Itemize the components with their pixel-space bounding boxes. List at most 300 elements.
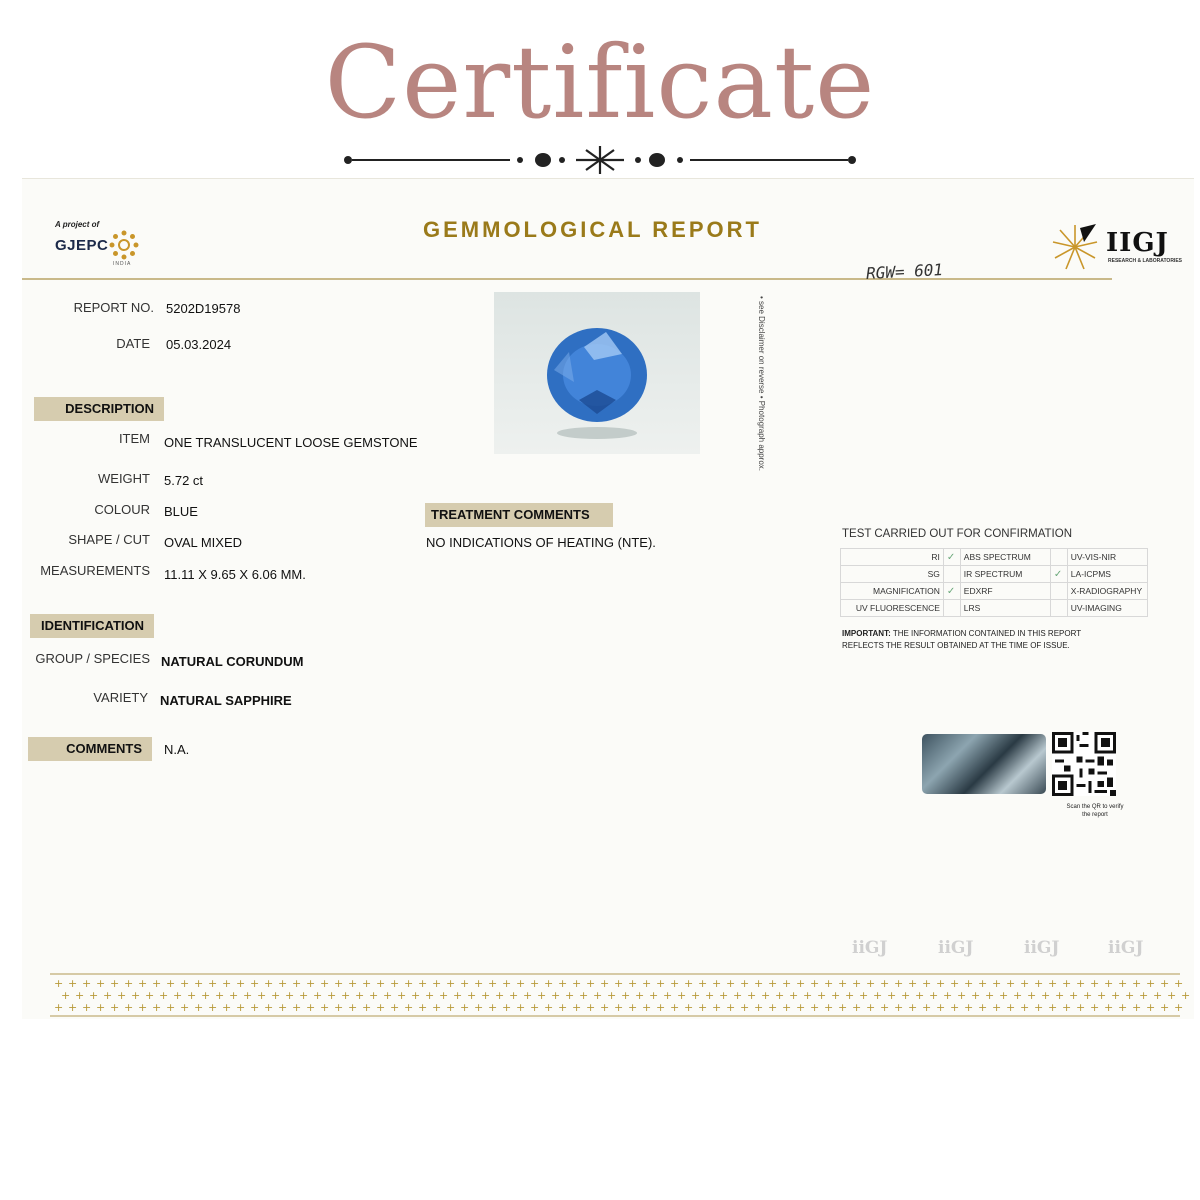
svg-text:+: + — [761, 989, 771, 1002]
svg-text:+: + — [558, 977, 568, 990]
svg-text:+: + — [516, 977, 526, 990]
svg-text:+: + — [96, 1001, 106, 1014]
svg-text:+: + — [908, 1001, 918, 1014]
svg-text:+: + — [264, 1001, 274, 1014]
svg-text:+: + — [523, 989, 533, 1002]
svg-text:+: + — [1076, 1001, 1086, 1014]
test-name: EDXRF — [960, 583, 1050, 600]
svg-text:+: + — [810, 977, 820, 990]
svg-text:+: + — [992, 977, 1002, 990]
svg-text:+: + — [1034, 1001, 1044, 1014]
svg-text:+: + — [1139, 989, 1149, 1002]
svg-text:+: + — [950, 977, 960, 990]
svg-text:+: + — [516, 1001, 526, 1014]
svg-text:+: + — [642, 977, 652, 990]
gemstone-photo — [494, 292, 700, 454]
svg-text:+: + — [89, 989, 99, 1002]
svg-text:+: + — [579, 989, 589, 1002]
svg-text:+: + — [1048, 977, 1058, 990]
svg-text:+: + — [348, 1001, 358, 1014]
svg-text:+: + — [502, 1001, 512, 1014]
svg-text:+: + — [866, 977, 876, 990]
svg-text:+: + — [845, 989, 855, 1002]
svg-text:+: + — [467, 989, 477, 1002]
svg-text:+: + — [243, 989, 253, 1002]
report-heading: GEMMOLOGICAL REPORT — [423, 217, 762, 242]
svg-text:+: + — [873, 989, 883, 1002]
watermark-logo: iiGJ — [852, 938, 888, 958]
svg-text:+: + — [229, 989, 239, 1002]
group-value: NATURAL CORUNDUM — [161, 654, 304, 669]
check-icon — [943, 600, 960, 617]
svg-text:+: + — [131, 989, 141, 1002]
svg-text:+: + — [824, 1001, 834, 1014]
svg-text:+: + — [1055, 989, 1065, 1002]
svg-text:+: + — [1034, 977, 1044, 990]
svg-text:+: + — [460, 1001, 470, 1014]
svg-text:+: + — [257, 989, 267, 1002]
test-name: UV-VIS-NIR — [1067, 549, 1147, 566]
svg-text:+: + — [236, 1001, 246, 1014]
svg-text:+: + — [950, 1001, 960, 1014]
svg-text:+: + — [124, 1001, 134, 1014]
shape-value: OVAL MIXED — [164, 535, 243, 550]
item-value: ONE TRANSLUCENT LOOSE GEMSTONE — [164, 435, 418, 450]
identification-heading: IDENTIFICATION — [30, 614, 154, 638]
svg-text:+: + — [880, 1001, 890, 1014]
treatment-value: NO INDICATIONS OF HEATING (NTE). — [426, 535, 656, 550]
svg-text:+: + — [621, 989, 631, 1002]
svg-text:+: + — [145, 989, 155, 1002]
svg-text:+: + — [376, 977, 386, 990]
svg-text:+: + — [1125, 989, 1135, 1002]
svg-text:+: + — [887, 989, 897, 1002]
svg-text:+: + — [663, 989, 673, 1002]
check-icon: ✓ — [943, 549, 960, 566]
svg-text:+: + — [411, 989, 421, 1002]
svg-text:+: + — [194, 1001, 204, 1014]
svg-text:+: + — [61, 989, 71, 1002]
svg-text:+: + — [544, 977, 554, 990]
svg-text:+: + — [488, 977, 498, 990]
svg-text:+: + — [75, 989, 85, 1002]
gjepc-logo — [55, 220, 140, 267]
svg-text:+: + — [614, 1001, 624, 1014]
svg-text:+: + — [586, 1001, 596, 1014]
gjepc-subtitle: INDIA — [113, 261, 132, 267]
svg-text:+: + — [1104, 1001, 1114, 1014]
svg-text:+: + — [306, 977, 316, 990]
header-rule — [22, 278, 1112, 280]
svg-text:+: + — [82, 1001, 92, 1014]
svg-text:+: + — [999, 989, 1009, 1002]
watermark-logo: iiGJ — [1024, 938, 1060, 958]
important-note — [842, 628, 1122, 652]
comments-value: N.A. — [164, 742, 190, 757]
report-no-value: 5202D19578 — [166, 301, 241, 316]
svg-text:+: + — [432, 977, 442, 990]
svg-text:+: + — [1146, 977, 1156, 990]
svg-text:+: + — [866, 1001, 876, 1014]
tests-row — [841, 566, 1148, 583]
svg-text:+: + — [180, 1001, 190, 1014]
svg-text:+: + — [831, 989, 841, 1002]
security-hologram — [922, 734, 1046, 794]
svg-text:+: + — [943, 989, 953, 1002]
svg-text:+: + — [271, 989, 281, 1002]
svg-text:+: + — [698, 1001, 708, 1014]
svg-text:+: + — [901, 989, 911, 1002]
svg-text:+: + — [628, 1001, 638, 1014]
svg-text:+: + — [474, 977, 484, 990]
svg-text:+: + — [327, 989, 337, 1002]
svg-text:+: + — [1083, 989, 1093, 1002]
svg-text:+: + — [376, 1001, 386, 1014]
svg-text:+: + — [635, 989, 645, 1002]
qr-caption: Scan the QR to verify the report — [1066, 804, 1124, 818]
svg-text:+: + — [320, 977, 330, 990]
svg-text:+: + — [670, 977, 680, 990]
important-text: THE INFORMATION CONTAINED IN THIS REPORT REFLECTS THE RESULT OBTAINED AT THE TIME OF ISSUE. — [842, 629, 1081, 650]
svg-text:+: + — [572, 977, 582, 990]
gjepc-emblem-icon — [108, 229, 140, 261]
svg-text:+: + — [726, 1001, 736, 1014]
svg-text:+: + — [656, 977, 666, 990]
svg-text:+: + — [1027, 989, 1037, 1002]
svg-text:+: + — [159, 989, 169, 1002]
svg-text:+: + — [768, 1001, 778, 1014]
test-name: RI — [841, 549, 944, 566]
photo-disclaimer — [756, 296, 768, 472]
svg-text:+: + — [1181, 989, 1191, 1002]
svg-text:+: + — [558, 1001, 568, 1014]
svg-text:+: + — [278, 977, 288, 990]
test-name: MAGNIFICATION — [841, 583, 944, 600]
svg-text:+: + — [1160, 977, 1170, 990]
svg-text:+: + — [404, 977, 414, 990]
svg-text:+: + — [320, 1001, 330, 1014]
svg-text:+: + — [215, 989, 225, 1002]
svg-text:+: + — [740, 977, 750, 990]
date-label: DATE — [116, 336, 150, 351]
svg-text:+: + — [796, 1001, 806, 1014]
svg-text:+: + — [1118, 977, 1128, 990]
svg-text:+: + — [978, 1001, 988, 1014]
svg-text:+: + — [733, 989, 743, 1002]
svg-text:+: + — [180, 977, 190, 990]
svg-text:+: + — [810, 1001, 820, 1014]
svg-text:+: + — [1104, 977, 1114, 990]
svg-text:+: + — [607, 989, 617, 1002]
svg-text:+: + — [852, 977, 862, 990]
svg-text:+: + — [390, 1001, 400, 1014]
svg-text:+: + — [719, 989, 729, 1002]
svg-text:+: + — [985, 989, 995, 1002]
svg-text:+: + — [593, 989, 603, 1002]
svg-text:+: + — [383, 989, 393, 1002]
svg-text:+: + — [586, 977, 596, 990]
svg-text:+: + — [852, 1001, 862, 1014]
svg-text:+: + — [859, 989, 869, 1002]
svg-text:+: + — [166, 1001, 176, 1014]
svg-text:+: + — [103, 989, 113, 1002]
test-name: ABS SPECTRUM — [960, 549, 1050, 566]
svg-text:+: + — [824, 977, 834, 990]
tests-row — [841, 549, 1148, 566]
svg-text:+: + — [964, 1001, 974, 1014]
svg-text:+: + — [740, 1001, 750, 1014]
svg-text:+: + — [362, 1001, 372, 1014]
svg-text:+: + — [894, 1001, 904, 1014]
svg-text:+: + — [649, 989, 659, 1002]
svg-text:+: + — [1048, 1001, 1058, 1014]
svg-text:+: + — [992, 1001, 1002, 1014]
check-icon: ✓ — [943, 583, 960, 600]
test-name: SG — [841, 566, 944, 583]
svg-text:+: + — [642, 1001, 652, 1014]
svg-text:+: + — [138, 1001, 148, 1014]
svg-text:+: + — [460, 977, 470, 990]
svg-text:+: + — [838, 1001, 848, 1014]
measurements-label: MEASUREMENTS — [40, 563, 150, 578]
svg-text:+: + — [1153, 989, 1163, 1002]
svg-text:+: + — [432, 1001, 442, 1014]
svg-text:+: + — [278, 1001, 288, 1014]
svg-text:+: + — [1174, 1001, 1184, 1014]
comments-heading: COMMENTS — [28, 737, 152, 761]
svg-text:+: + — [355, 989, 365, 1002]
svg-text:+: + — [922, 1001, 932, 1014]
svg-text:+: + — [502, 977, 512, 990]
check-icon — [1050, 600, 1067, 617]
svg-text:+: + — [54, 977, 64, 990]
svg-text:+: + — [369, 989, 379, 1002]
shape-label: SHAPE / CUT — [68, 532, 150, 547]
svg-text:+: + — [495, 989, 505, 1002]
svg-text:+: + — [208, 1001, 218, 1014]
svg-text:+: + — [1076, 977, 1086, 990]
svg-text:+: + — [446, 977, 456, 990]
svg-text:+: + — [124, 977, 134, 990]
description-heading: DESCRIPTION — [34, 397, 164, 421]
weight-value: 5.72 ct — [164, 473, 204, 488]
svg-text:+: + — [425, 989, 435, 1002]
svg-text:+: + — [138, 977, 148, 990]
test-name: UV FLUORESCENCE — [841, 600, 944, 617]
svg-text:+: + — [530, 1001, 540, 1014]
test-name: LA-ICPMS — [1067, 566, 1147, 583]
svg-text:+: + — [362, 977, 372, 990]
svg-text:+: + — [96, 977, 106, 990]
svg-text:+: + — [698, 977, 708, 990]
variety-label: VARIETY — [93, 690, 148, 705]
svg-text:+: + — [292, 1001, 302, 1014]
svg-text:+: + — [201, 989, 211, 1002]
svg-text:+: + — [208, 977, 218, 990]
svg-text:+: + — [1069, 989, 1079, 1002]
svg-text:+: + — [439, 989, 449, 1002]
svg-text:+: + — [922, 977, 932, 990]
svg-text:+: + — [418, 977, 428, 990]
check-icon — [1050, 583, 1067, 600]
svg-text:+: + — [299, 989, 309, 1002]
svg-text:+: + — [222, 1001, 232, 1014]
svg-text:+: + — [908, 977, 918, 990]
test-name: UV-IMAGING — [1067, 600, 1147, 617]
svg-text:+: + — [222, 977, 232, 990]
project-of-label: A project of — [55, 220, 100, 229]
svg-text:+: + — [173, 989, 183, 1002]
check-icon — [1050, 549, 1067, 566]
svg-text:+: + — [187, 989, 197, 1002]
svg-text:+: + — [754, 1001, 764, 1014]
test-name: X-RADIOGRAPHY — [1067, 583, 1147, 600]
report-no-label: REPORT NO. — [73, 300, 154, 315]
svg-text:+: + — [691, 989, 701, 1002]
svg-text:+: + — [600, 1001, 610, 1014]
svg-text:+: + — [341, 989, 351, 1002]
svg-text:+: + — [348, 977, 358, 990]
svg-text:+: + — [978, 977, 988, 990]
svg-text:+: + — [404, 1001, 414, 1014]
svg-text:+: + — [614, 977, 624, 990]
svg-text:+: + — [726, 977, 736, 990]
svg-text:+: + — [250, 1001, 260, 1014]
svg-text:+: + — [1132, 1001, 1142, 1014]
svg-text:+: + — [712, 1001, 722, 1014]
svg-text:+: + — [194, 977, 204, 990]
svg-text:+: + — [1020, 1001, 1030, 1014]
svg-text:+: + — [936, 977, 946, 990]
item-label: ITEM — [118, 431, 150, 446]
svg-text:+: + — [551, 989, 561, 1002]
svg-text:+: + — [1020, 977, 1030, 990]
svg-text:+: + — [782, 1001, 792, 1014]
svg-text:+: + — [1013, 989, 1023, 1002]
svg-text:+: + — [285, 989, 295, 1002]
handwritten-note: RGW= 601 — [865, 259, 944, 284]
svg-text:+: + — [1006, 977, 1016, 990]
svg-text:+: + — [684, 1001, 694, 1014]
svg-text:+: + — [754, 977, 764, 990]
svg-text:+: + — [530, 977, 540, 990]
svg-text:+: + — [677, 989, 687, 1002]
watermark-logo: iiGJ — [1108, 938, 1144, 958]
svg-text:+: + — [110, 1001, 120, 1014]
svg-text:+: + — [390, 977, 400, 990]
svg-text:+: + — [915, 989, 925, 1002]
svg-text:+: + — [509, 989, 519, 1002]
svg-text:+: + — [1146, 1001, 1156, 1014]
svg-text:+: + — [537, 989, 547, 1002]
svg-text:+: + — [453, 989, 463, 1002]
svg-text:+: + — [880, 977, 890, 990]
svg-text:+: + — [334, 977, 344, 990]
svg-text:+: + — [1097, 989, 1107, 1002]
test-name: LRS — [960, 600, 1050, 617]
svg-text:+: + — [474, 1001, 484, 1014]
svg-text:+: + — [838, 977, 848, 990]
svg-text:+: + — [670, 1001, 680, 1014]
svg-text:+: + — [1006, 1001, 1016, 1014]
qr-code-icon[interactable] — [1052, 732, 1116, 796]
svg-text:+: + — [82, 977, 92, 990]
svg-text:+: + — [446, 1001, 456, 1014]
svg-text:+: + — [929, 989, 939, 1002]
svg-text:+: + — [1174, 977, 1184, 990]
svg-text:+: + — [152, 1001, 162, 1014]
tests-heading: TEST CARRIED OUT FOR CONFIRMATION — [842, 528, 1073, 540]
check-icon: ✓ — [1050, 566, 1067, 583]
svg-text:+: + — [481, 989, 491, 1002]
svg-text:+: + — [544, 1001, 554, 1014]
svg-text:+: + — [957, 989, 967, 1002]
svg-text:+: + — [1160, 1001, 1170, 1014]
svg-text:+: + — [1111, 989, 1121, 1002]
check-icon — [943, 566, 960, 583]
svg-text:+: + — [971, 989, 981, 1002]
colour-value: BLUE — [164, 504, 198, 519]
tests-table — [840, 548, 1148, 624]
svg-text:+: + — [572, 1001, 582, 1014]
date-value: 05.03.2024 — [166, 337, 232, 352]
svg-text:+: + — [236, 977, 246, 990]
svg-text:+: + — [600, 977, 610, 990]
svg-text:+: + — [397, 989, 407, 1002]
svg-text:+: + — [1062, 1001, 1072, 1014]
svg-text:+: + — [782, 977, 792, 990]
colour-label: COLOUR — [94, 502, 150, 517]
svg-text:+: + — [803, 989, 813, 1002]
treatment-heading: TREATMENT COMMENTS — [425, 503, 613, 527]
svg-text:+: + — [334, 1001, 344, 1014]
photo-disclaimer-text: • see Disclaimer on reverse • Photograph approx. — [757, 296, 766, 472]
important-label: IMPORTANT: — [842, 629, 891, 638]
svg-text:+: + — [418, 1001, 428, 1014]
svg-text:+: + — [1062, 977, 1072, 990]
svg-text:+: + — [68, 1001, 78, 1014]
svg-text:+: + — [964, 977, 974, 990]
test-name: IR SPECTRUM — [960, 566, 1050, 583]
watermark-logo: iiGJ — [938, 938, 974, 958]
measurements-value: 11.11 X 9.65 X 6.06 MM. — [164, 567, 306, 582]
svg-text:+: + — [705, 989, 715, 1002]
sapphire-image — [494, 292, 700, 454]
iigj-name: IIGJ — [1106, 228, 1169, 258]
gjepc-name: GJEPC — [55, 236, 109, 254]
tests-row — [841, 583, 1148, 600]
svg-text:+: + — [152, 977, 162, 990]
svg-text:+: + — [936, 1001, 946, 1014]
svg-text:+: + — [110, 977, 120, 990]
iigj-subtitle: RESEARCH & LABORATORIES — [1108, 258, 1182, 264]
svg-text:+: + — [768, 977, 778, 990]
svg-text:+: + — [488, 1001, 498, 1014]
weight-label: WEIGHT — [98, 471, 150, 486]
svg-text:+: + — [306, 1001, 316, 1014]
svg-text:+: + — [712, 977, 722, 990]
svg-text:+: + — [628, 977, 638, 990]
svg-text:+: + — [684, 977, 694, 990]
svg-text:+: + — [565, 989, 575, 1002]
svg-text:+: + — [1090, 977, 1100, 990]
svg-text:+: + — [747, 989, 757, 1002]
svg-text:+: + — [1090, 1001, 1100, 1014]
svg-text:+: + — [313, 989, 323, 1002]
svg-text:+: + — [54, 1001, 64, 1014]
svg-text:+: + — [264, 977, 274, 990]
svg-text:+: + — [166, 977, 176, 990]
